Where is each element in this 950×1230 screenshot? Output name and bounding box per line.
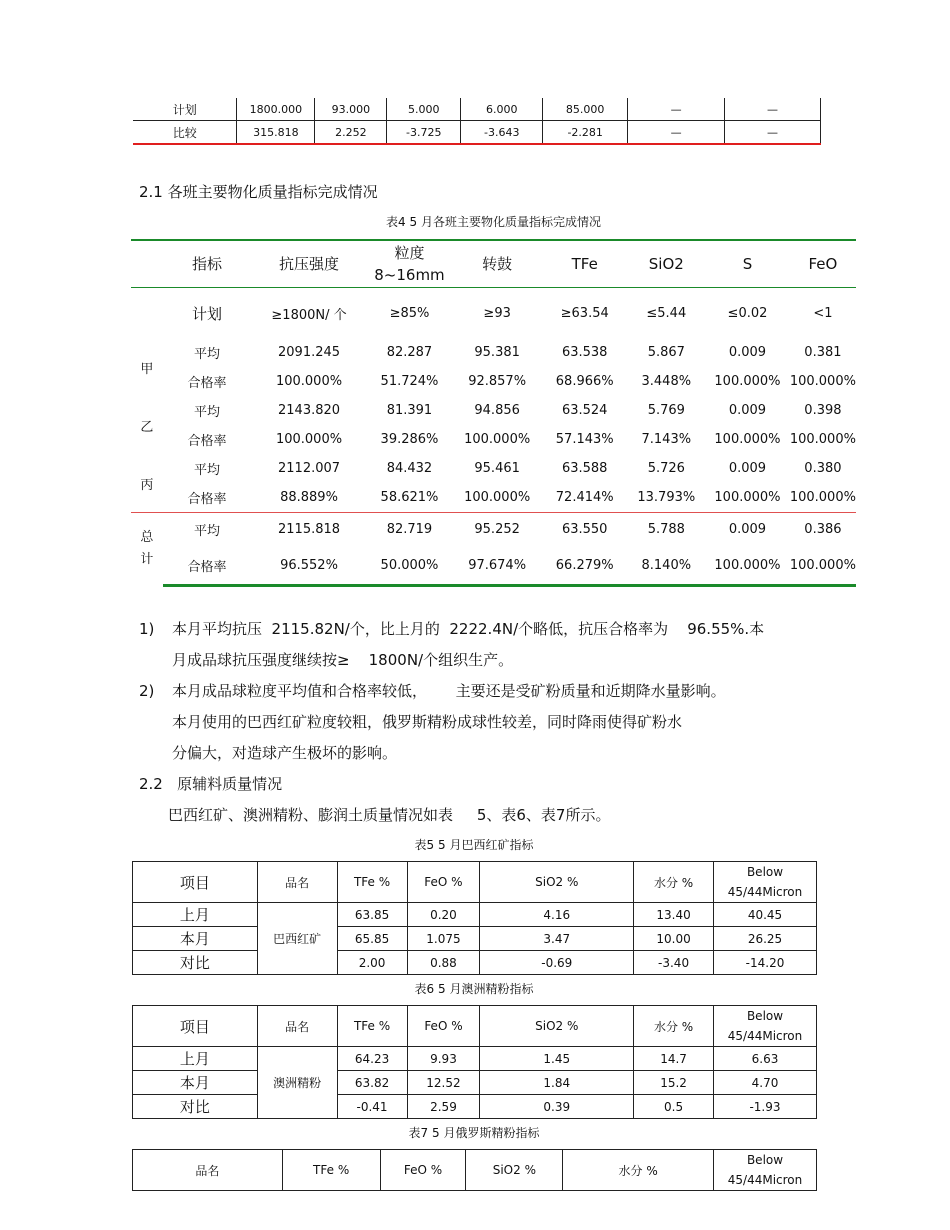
- cell: 100.000%: [464, 490, 531, 505]
- table-row: [133, 98, 821, 121]
- cell: 100.000%: [714, 432, 781, 447]
- cell: 0.5: [634, 1095, 714, 1119]
- col-header: TFe %: [337, 862, 407, 903]
- table-row: [133, 1095, 817, 1119]
- col-header-text: Below: [746, 1009, 784, 1023]
- group-label: 乙: [140, 419, 154, 435]
- col-header: [714, 862, 817, 903]
- header-row: [133, 862, 817, 903]
- cell: 0.20: [407, 903, 480, 927]
- cell: ≥85%: [389, 305, 430, 321]
- col-header: [714, 1006, 817, 1047]
- cell: 95.381: [474, 345, 520, 360]
- cell: 50.000%: [367, 546, 453, 586]
- cell: 64.23: [337, 1047, 407, 1071]
- para-2-line-1: 本月成品球粒度平均值和合格率较低， 主要还是受矿粉质量和近期降水量影响。: [172, 682, 726, 700]
- cell: 3.448%: [641, 374, 692, 389]
- quality-indicator-table: [131, 239, 856, 587]
- cell: 2112.007: [278, 461, 341, 476]
- col-header: TFe: [571, 255, 598, 273]
- table-row: [133, 903, 817, 927]
- cell: 63.524: [561, 403, 608, 418]
- cell: 63.550: [542, 513, 628, 547]
- group-label: 丙: [140, 477, 154, 493]
- group-label: [131, 513, 163, 586]
- cell: 1.45: [480, 1047, 634, 1071]
- cell: 2.00: [337, 951, 407, 975]
- cell: 94.856: [474, 403, 520, 418]
- col-header: 指标: [192, 255, 223, 273]
- table-row: [131, 454, 856, 483]
- header-row: [131, 240, 856, 288]
- col-header: SiO2 %: [480, 1006, 634, 1047]
- cell: 14.7: [634, 1047, 714, 1071]
- col-header: [714, 1150, 817, 1191]
- cell: —: [725, 121, 821, 145]
- cell: 1.075: [407, 927, 480, 951]
- cell: 0.380: [804, 461, 842, 476]
- cell: 2.59: [407, 1095, 480, 1119]
- cell: 95.461: [474, 461, 520, 476]
- cell: 100.000%: [705, 546, 790, 586]
- cell: 2091.245: [278, 345, 341, 360]
- cell: -3.40: [634, 951, 714, 975]
- cell: 95.252: [452, 513, 542, 547]
- para-1-line-2: 月成品球抗压强度继续按≥ 1800N/个组织生产。: [172, 651, 514, 669]
- col-header: FeO %: [407, 1006, 480, 1047]
- table-row: [133, 927, 817, 951]
- cell: 100.000%: [789, 490, 856, 505]
- cell: 93.000: [315, 98, 387, 121]
- cell: 88.889%: [280, 490, 338, 505]
- cell: 51.724%: [380, 374, 439, 389]
- cell: ≤0.02: [727, 305, 768, 321]
- cell: 39.286%: [380, 432, 439, 447]
- col-header-text: 45/44Micron: [727, 1173, 803, 1187]
- section-2-2-intro: 巴西红矿、澳洲精粉、膨润土质量情况如表 5、表6、表7所示。: [168, 806, 611, 824]
- cell: ≤5.44: [646, 305, 687, 321]
- para-2-line-2: 本月使用的巴西红矿粒度较粗，俄罗斯精粉成球性较差，同时降雨使得矿粉水: [172, 713, 683, 731]
- cell: -2.281: [543, 121, 628, 145]
- cell: 4.16: [480, 903, 634, 927]
- cell: 81.391: [386, 403, 433, 418]
- cell: 0.009: [728, 345, 767, 360]
- russia-concentrate-table: [132, 1149, 817, 1191]
- cell: 100.000%: [789, 432, 856, 447]
- cell: 6.63: [714, 1047, 817, 1071]
- table4-caption: 表4 5 月各班主要物化质量指标完成情况: [386, 215, 601, 229]
- col-header-text: 45/44Micron: [727, 1029, 803, 1043]
- col-header-sub: 8~16mm: [374, 266, 445, 284]
- para-1-line-1: 本月平均抗压 2115.82N/个，比上月的 2222.4N/个略低，抗压合格率为 96.55%.本: [172, 620, 765, 638]
- row-label: 上月: [133, 903, 258, 927]
- cell: 315.818: [237, 121, 315, 145]
- col-header: 品名: [133, 1150, 283, 1191]
- cell: 4.70: [714, 1071, 817, 1095]
- cell: 0.009: [705, 513, 790, 547]
- cell: 2143.820: [278, 403, 341, 418]
- cell: 5.726: [647, 461, 685, 476]
- col-header: FeO %: [380, 1150, 466, 1191]
- col-header: 品名: [257, 1006, 337, 1047]
- cell: 66.279%: [542, 546, 628, 586]
- cell: 5.788: [627, 513, 705, 547]
- cell: 5.000: [387, 98, 461, 121]
- cell: 7.143%: [641, 432, 692, 447]
- cell: 0.009: [728, 403, 767, 418]
- cell: 63.588: [561, 461, 608, 476]
- cell: ≥1800N/ 个: [271, 307, 347, 323]
- cell: 100.000%: [464, 432, 531, 447]
- cell: 13.793%: [637, 490, 696, 505]
- cell: 0.381: [804, 345, 842, 360]
- cell: 40.45: [714, 903, 817, 927]
- table-row: [131, 483, 856, 513]
- col-header: 水分 %: [634, 862, 714, 903]
- cell: 3.47: [480, 927, 634, 951]
- row-label: 对比: [133, 951, 258, 975]
- table-row: [133, 1047, 817, 1071]
- row-label: 本月: [133, 1071, 258, 1095]
- cell: 12.52: [407, 1071, 480, 1095]
- para-1-number: 1): [139, 620, 155, 638]
- col-header: FeO: [808, 255, 838, 273]
- col-header: 抗压强度: [279, 255, 340, 273]
- cell: 82.719: [367, 513, 453, 547]
- product-name: 巴西红矿: [257, 903, 337, 975]
- section-heading-2-2: 2.2 原辅料质量情况: [139, 775, 283, 793]
- cell: —: [628, 98, 725, 121]
- cell: 1800.000: [237, 98, 315, 121]
- row-label: 平均: [163, 513, 252, 547]
- cell: -3.725: [387, 121, 461, 145]
- cell: 100.000%: [790, 546, 856, 586]
- cell: -1.93: [714, 1095, 817, 1119]
- cell: 68.966%: [555, 374, 614, 389]
- table-row: [133, 121, 821, 145]
- cell: ≥93: [483, 305, 511, 321]
- cell: 97.674%: [452, 546, 542, 586]
- cell: 92.857%: [468, 374, 527, 389]
- product-name: 澳洲精粉: [257, 1047, 337, 1119]
- table-row: [131, 513, 856, 547]
- cell: 13.40: [634, 903, 714, 927]
- col-header: 项目: [133, 1006, 258, 1047]
- col-header: S: [742, 255, 753, 273]
- cell: —: [725, 98, 821, 121]
- header-row: [133, 1150, 817, 1191]
- cell: 0.398: [804, 403, 842, 418]
- col-header-text: Below: [746, 1153, 784, 1167]
- cell: 84.432: [386, 461, 433, 476]
- col-header: SiO2: [648, 255, 684, 273]
- row-label: 计划: [192, 304, 223, 323]
- col-header: TFe %: [337, 1006, 407, 1047]
- group-label-text: 总计: [140, 530, 154, 568]
- row-label: 平均: [194, 347, 221, 362]
- plan-row: [131, 288, 856, 339]
- col-header: 转鼓: [482, 255, 513, 273]
- cell: ≥63.54: [560, 305, 609, 321]
- cell: 0.009: [728, 461, 767, 476]
- cell: -0.69: [480, 951, 634, 975]
- australia-concentrate-table: [132, 1005, 817, 1119]
- cell: -14.20: [714, 951, 817, 975]
- col-header: 水分 %: [563, 1150, 714, 1191]
- cell: 100.000%: [714, 490, 781, 505]
- cell: -3.643: [461, 121, 543, 145]
- cell: 100.000%: [275, 374, 343, 389]
- cell: 57.143%: [555, 432, 614, 447]
- cell: 5.769: [647, 403, 685, 418]
- cell: —: [628, 121, 725, 145]
- cell: 63.85: [337, 903, 407, 927]
- cell: 2.252: [315, 121, 387, 145]
- table-row: [131, 425, 856, 454]
- col-header: TFe %: [282, 1150, 380, 1191]
- cell: <1: [813, 305, 833, 321]
- col-header-text: Below: [746, 865, 784, 879]
- top-partial-table: [133, 98, 821, 145]
- row-label: 对比: [133, 1095, 258, 1119]
- table-row: [131, 367, 856, 396]
- row-label: 比较: [133, 121, 237, 145]
- col-header: 水分 %: [634, 1006, 714, 1047]
- cell: 2115.818: [251, 513, 366, 547]
- cell: 85.000: [543, 98, 628, 121]
- cell: -0.41: [337, 1095, 407, 1119]
- cell: 1.84: [480, 1071, 634, 1095]
- cell: 100.000%: [789, 374, 856, 389]
- cell: 0.386: [790, 513, 856, 547]
- cell: 0.39: [480, 1095, 634, 1119]
- table6-caption: 表6 5 月澳洲精粉指标: [414, 982, 534, 996]
- table7-caption: 表7 5 月俄罗斯精粉指标: [408, 1126, 540, 1140]
- cell: 5.867: [647, 345, 685, 360]
- para-2-number: 2): [139, 682, 155, 700]
- cell: 10.00: [634, 927, 714, 951]
- cell: 100.000%: [714, 374, 781, 389]
- table-row: [133, 951, 817, 975]
- cell: 65.85: [337, 927, 407, 951]
- row-label: 本月: [133, 927, 258, 951]
- cell: 96.552%: [251, 546, 366, 586]
- row-label: 合格率: [187, 492, 227, 507]
- cell: 15.2: [634, 1071, 714, 1095]
- col-header-text: 45/44Micron: [727, 885, 803, 899]
- cell: 63.538: [561, 345, 608, 360]
- cell: 0.88: [407, 951, 480, 975]
- col-header: 项目: [133, 862, 258, 903]
- row-label: 平均: [194, 405, 221, 420]
- table-row: [133, 1071, 817, 1095]
- row-label: 平均: [194, 463, 221, 478]
- group-label: 甲: [140, 361, 154, 377]
- table-row: [131, 338, 856, 367]
- cell: 82.287: [386, 345, 433, 360]
- row-label: 计划: [133, 98, 237, 121]
- table-row: [131, 396, 856, 425]
- row-label: 上月: [133, 1047, 258, 1071]
- row-label: 合格率: [163, 546, 252, 586]
- cell: 58.621%: [380, 490, 439, 505]
- table-row: [131, 546, 856, 586]
- col-header: SiO2 %: [466, 1150, 563, 1191]
- cell: 100.000%: [275, 432, 343, 447]
- col-header: [367, 240, 453, 288]
- row-label: 合格率: [187, 376, 227, 391]
- para-2-line-3: 分偏大，对造球产生极坏的影响。: [172, 744, 398, 762]
- row-label: 合格率: [187, 434, 227, 449]
- cell: 72.414%: [555, 490, 614, 505]
- col-header-text: 粒度: [394, 244, 425, 262]
- table5-caption: 表5 5 月巴西红矿指标: [414, 838, 534, 852]
- col-header: 品名: [257, 862, 337, 903]
- col-header: SiO2 %: [480, 862, 634, 903]
- cell: 6.000: [461, 98, 543, 121]
- brazil-ore-table: [132, 861, 817, 975]
- cell: 9.93: [407, 1047, 480, 1071]
- header-row: [133, 1006, 817, 1047]
- cell: 26.25: [714, 927, 817, 951]
- cell: 63.82: [337, 1071, 407, 1095]
- section-heading-2-1: 2.1 各班主要物化质量指标完成情况: [139, 183, 378, 201]
- col-header: FeO %: [407, 862, 480, 903]
- cell: 8.140%: [627, 546, 705, 586]
